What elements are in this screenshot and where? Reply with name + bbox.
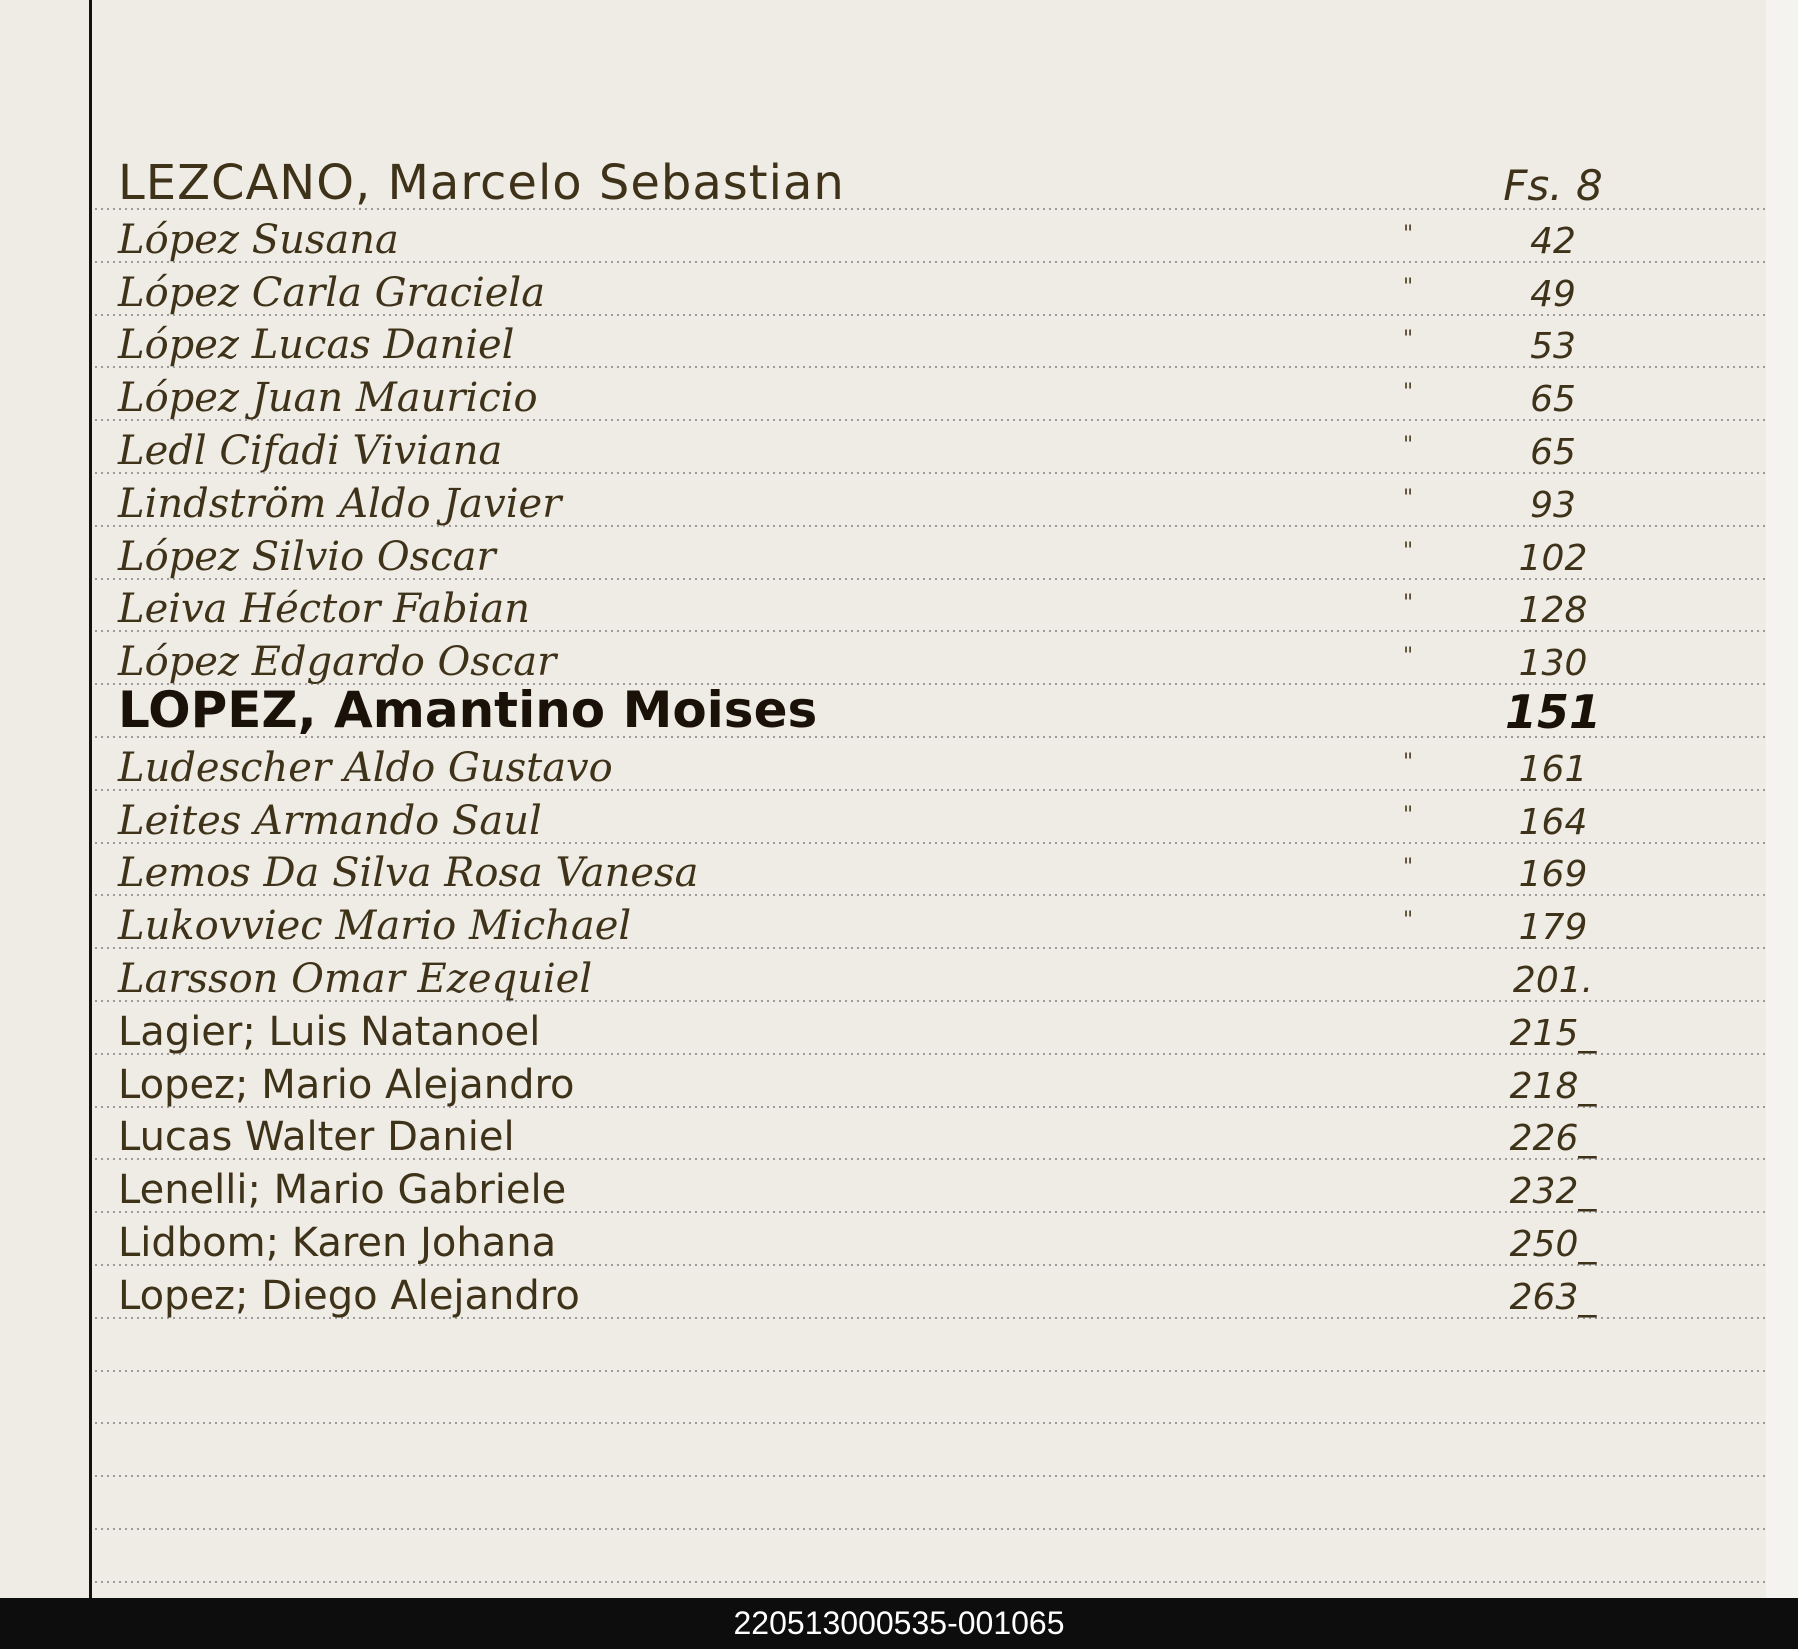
register-entry bbox=[118, 1059, 1758, 1107]
ditto-mark: " bbox=[1403, 908, 1414, 933]
entry-name: Lemos Da Silva Rosa Vanesa bbox=[118, 850, 699, 896]
ditto-mark: " bbox=[1403, 539, 1414, 564]
entry-name: Lopez; Mario Alejandro bbox=[118, 1062, 575, 1108]
entry-folio: 164 bbox=[1518, 802, 1588, 843]
register-entry bbox=[118, 900, 1758, 948]
margin-line bbox=[89, 0, 92, 1598]
entry-folio: 93 bbox=[1530, 485, 1576, 526]
entry-name: LOPEZ, Amantino Moises bbox=[118, 681, 818, 739]
ditto-mark: " bbox=[1403, 644, 1414, 669]
entry-name: Lagier; Luis Natanoel bbox=[118, 1009, 541, 1055]
entry-name: Leiva Héctor Fabian bbox=[118, 586, 531, 632]
entry-name: Lukovviec Mario Michael bbox=[118, 903, 632, 949]
ditto-mark: " bbox=[1403, 803, 1414, 828]
entry-folio: 65 bbox=[1530, 379, 1576, 420]
entry-name: López Edgardo Oscar bbox=[118, 639, 557, 685]
entry-name: López Silvio Oscar bbox=[118, 534, 496, 580]
document-id-footer: 220513000535-001065 bbox=[0, 1598, 1798, 1649]
register-entry bbox=[118, 267, 1758, 315]
entry-folio: Fs. 8 bbox=[1503, 161, 1603, 210]
entry-folio: 179 bbox=[1518, 907, 1588, 948]
entry-name: López Carla Graciela bbox=[118, 270, 546, 316]
entry-folio: 232_ bbox=[1509, 1171, 1597, 1212]
register-entry bbox=[118, 583, 1758, 631]
entry-folio: 250_ bbox=[1509, 1224, 1597, 1265]
entry-folio: 53 bbox=[1530, 326, 1576, 367]
entry-folio: 102 bbox=[1518, 538, 1588, 579]
register-entry bbox=[118, 1217, 1758, 1265]
entry-folio: 218_ bbox=[1509, 1066, 1597, 1107]
entry-name: LEZCANO, Marcelo Sebastian bbox=[118, 155, 845, 211]
entry-name: Lindström Aldo Javier bbox=[118, 481, 562, 527]
entry-name: Ledl Cifadi Viviana bbox=[118, 428, 503, 474]
entry-name: López Lucas Daniel bbox=[118, 322, 515, 368]
entry-name: Ludescher Aldo Gustavo bbox=[118, 745, 613, 791]
register-entry bbox=[118, 319, 1758, 367]
entry-name: López Susana bbox=[118, 217, 399, 263]
entry-folio: 42 bbox=[1530, 221, 1576, 262]
register-entry bbox=[118, 681, 1758, 739]
register-entry bbox=[118, 214, 1758, 262]
entry-name: Lenelli; Mario Gabriele bbox=[118, 1167, 567, 1213]
ditto-mark: " bbox=[1403, 327, 1414, 352]
register-entry bbox=[118, 155, 1758, 211]
ditto-mark: " bbox=[1403, 855, 1414, 880]
register-entry bbox=[118, 742, 1758, 790]
register-entry bbox=[118, 478, 1758, 526]
entry-folio: 226_ bbox=[1509, 1118, 1597, 1159]
entry-folio: 65 bbox=[1530, 432, 1576, 473]
entry-folio: 169 bbox=[1518, 854, 1588, 895]
entry-folio: 161 bbox=[1518, 749, 1588, 790]
ditto-mark: " bbox=[1403, 750, 1414, 775]
page-edge bbox=[1766, 0, 1798, 1598]
register-entry bbox=[118, 953, 1758, 1001]
ditto-mark: " bbox=[1403, 486, 1414, 511]
register-entry bbox=[118, 847, 1758, 895]
register-entry bbox=[118, 636, 1758, 684]
ditto-mark: " bbox=[1403, 433, 1414, 458]
register-entry bbox=[118, 372, 1758, 420]
entry-name: López Juan Mauricio bbox=[118, 375, 538, 421]
entry-name: Lidbom; Karen Johana bbox=[118, 1220, 557, 1266]
entry-folio: 201. bbox=[1512, 960, 1594, 1001]
register-entry bbox=[118, 795, 1758, 843]
entry-name: Lucas Walter Daniel bbox=[118, 1114, 515, 1160]
entry-folio: 215_ bbox=[1509, 1013, 1597, 1054]
register-entry bbox=[118, 1270, 1758, 1318]
register-entry bbox=[118, 425, 1758, 473]
entry-folio: 49 bbox=[1530, 274, 1576, 315]
entry-name: Lopez; Diego Alejandro bbox=[118, 1273, 580, 1319]
register-entry bbox=[118, 1111, 1758, 1159]
register-entry bbox=[118, 1164, 1758, 1212]
entry-name: Larsson Omar Ezequiel bbox=[118, 956, 593, 1002]
ditto-mark: " bbox=[1403, 275, 1414, 300]
entry-folio: 263_ bbox=[1509, 1277, 1597, 1318]
entry-folio: 128 bbox=[1518, 590, 1588, 631]
ditto-mark: " bbox=[1403, 222, 1414, 247]
entry-folio: 151 bbox=[1504, 685, 1602, 739]
register-entry bbox=[118, 531, 1758, 579]
register-entry bbox=[118, 1006, 1758, 1054]
entry-name: Leites Armando Saul bbox=[118, 798, 542, 844]
ditto-mark: " bbox=[1403, 591, 1414, 616]
entry-folio: 130 bbox=[1518, 643, 1588, 684]
ditto-mark: " bbox=[1403, 380, 1414, 405]
